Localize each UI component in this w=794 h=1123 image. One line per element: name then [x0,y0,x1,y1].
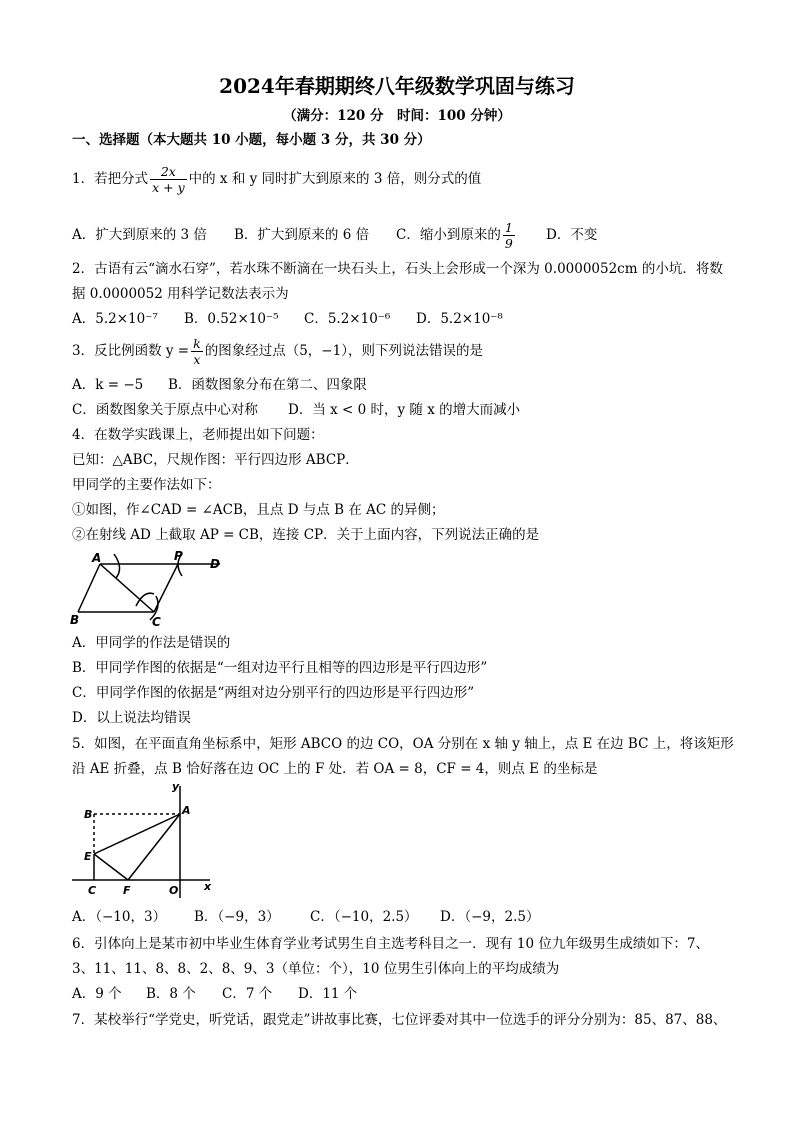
page-title: 2024年春期期终八年级数学巩固与练习 [219,74,575,98]
q1-stem-pre: 1．若把分式 [72,171,149,187]
question-5-line1: 5．如图，在平面直角坐标系中，矩形 ABCO 的边 CO，OA 分别在 x 轴 y 轴上，点 E 在边 BC 上，将该矩形 [72,736,734,752]
q6-option-c: C．7 个 [222,986,273,1002]
question-4-line1: 4．在数学实践课上，老师提出如下问题： [72,427,324,443]
question-6-line2: 3、11、11、8、8、2、8、9、3（单位：个），10 位男生引体向上的平均成绩为 [72,961,560,977]
q4-option-a: A．甲同学的作法是错误的 [72,635,231,651]
question-6-options [72,985,357,1003]
question-3-options-ab [72,376,367,394]
label-a: A [92,551,102,565]
label-p: P [174,550,183,563]
q2-option-d: D．5.2×10⁻⁸ [416,311,503,327]
q3-option-b: B．函数图象分布在第二、四象限 [168,377,367,393]
q1-option-b: B．扩大到原来的 6 倍 [234,227,370,243]
q3-option-d: D．当 x < 0 时，y 随 x 的增大而减小 [288,402,521,418]
question-1-stem [72,164,481,195]
question-3-stem [72,336,483,367]
label-b: B [84,808,93,821]
question-2-options [72,310,503,328]
q1-option-c [396,220,546,251]
q3-stem-post: 的图象经过点（5，−1），则下列说法错误的是 [204,343,483,359]
question-4-line2: 已知：△ABC，尺规作图：平行四边形 ABCP． [72,452,359,468]
q4-option-d: D．以上说法均错误 [72,710,191,726]
exam-info: （满分：120 分 时间：100 分钟） [283,108,511,124]
q1-fraction [150,164,187,195]
q1-option-a: A．扩大到原来的 3 倍 [72,227,207,243]
fold-ae [94,814,180,854]
q1-option-c-text: C．缩小到原来的 [396,227,501,243]
q5-option-a: A．（−10，3） [72,909,167,925]
q3-frac-num: k [193,336,201,351]
q1-option-d: D．不变 [546,227,598,243]
section-heading: 一、选择题（本大题共 10 小题，每小题 3 分，共 30 分） [72,132,431,148]
label-e: E [84,850,92,863]
question-3-options-cd [72,401,520,419]
q2-option-b: B．0.52×10⁻⁵ [184,311,279,327]
q3-stem-pre: 3．反比例函数 y = [72,343,190,359]
question-5-options [72,908,539,926]
question-4-line5: ②在射线 AD 上截取 AP = CB，连接 CP．关于上面内容，下列说法正确的是 [72,527,540,543]
q1-frac-den: x + y [152,180,185,195]
q3-frac-den: x [193,352,201,367]
label-c: C [88,884,97,897]
question-4-line3: 甲同学的主要作法如下： [72,477,221,493]
question-2-line2: 据 0.0000052 用科学记数法表示为 [72,286,289,302]
label-o: O [169,884,179,897]
question-1-options [72,220,597,251]
q4-figure [70,550,230,630]
question-7-line1: 7．某校举行“学党史，听党话，跟党走”讲故事比赛，七位评委对其中一位选手的评分分别为：85、87、88、 [72,1012,727,1028]
q5-option-d: D．（−9，2.5） [440,909,540,925]
q5-option-c: C．（−10，2.5） [310,909,418,925]
q6-option-d: D．11 个 [298,986,358,1002]
question-6-line1: 6．引体向上是某市初中毕业生体育学业考试男生自主选考科目之一．现有 10 位九年级男生成绩如下：7、 [72,936,709,952]
q5-option-b: B．（−9，3） [194,909,280,925]
q1-frac-num: 2x [150,164,187,180]
q6-option-b: B．8 个 [146,986,196,1002]
q1-optc-num: 1 [504,220,513,235]
q3-option-c: C．函数图象关于原点中心对称 [72,402,258,418]
side-ab [78,564,100,612]
q1-optc-den: 9 [504,236,513,251]
q2-option-c: C．5.2×10⁻⁶ [304,311,391,327]
question-4-line4: ①如图，作∠CAD = ∠ACB，且点 D 与点 B 在 AC 的异侧； [72,502,445,518]
q2-option-a: A．5.2×10⁻⁷ [72,311,158,327]
question-2-line1: 2．古语有云“滴水石穿”，若水珠不断滴在一块石头上，石头上会形成一个深为 0.0000052cm 的小坑．将数 [72,261,723,277]
q3-fraction [191,336,203,367]
label-f: F [123,884,131,897]
label-y: y [172,780,180,793]
q6-option-a: A．9 个 [72,986,122,1002]
label-d: D [210,557,220,571]
q3-option-a: A．k = −5 [72,377,144,393]
segment-ef [94,854,128,880]
q1-stem-post: 中的 x 和 y 同时扩大到原来的 3 倍，则分式的值 [188,171,482,187]
q4-option-b: B．甲同学作图的依据是“一组对边平行且相等的四边形是平行四边形” [72,660,488,676]
segment-fa [128,814,180,880]
label-b: B [70,613,80,627]
question-5-line2: 沿 AE 折叠，点 B 恰好落在边 OC 上的 F 处．若 OA = 8，CF = 4，则点 E 的坐标是 [72,761,598,777]
label-a: A [182,804,191,817]
diagonal-ac [100,564,154,612]
label-x: x [204,880,212,893]
q1-option-c-fraction [503,220,515,251]
q4-option-c: C．甲同学作图的依据是“两组对边分别平行的四边形是平行四边形” [72,685,475,701]
label-c: C [152,615,161,629]
arc-mark-a [114,554,120,578]
q5-figure [70,780,230,900]
